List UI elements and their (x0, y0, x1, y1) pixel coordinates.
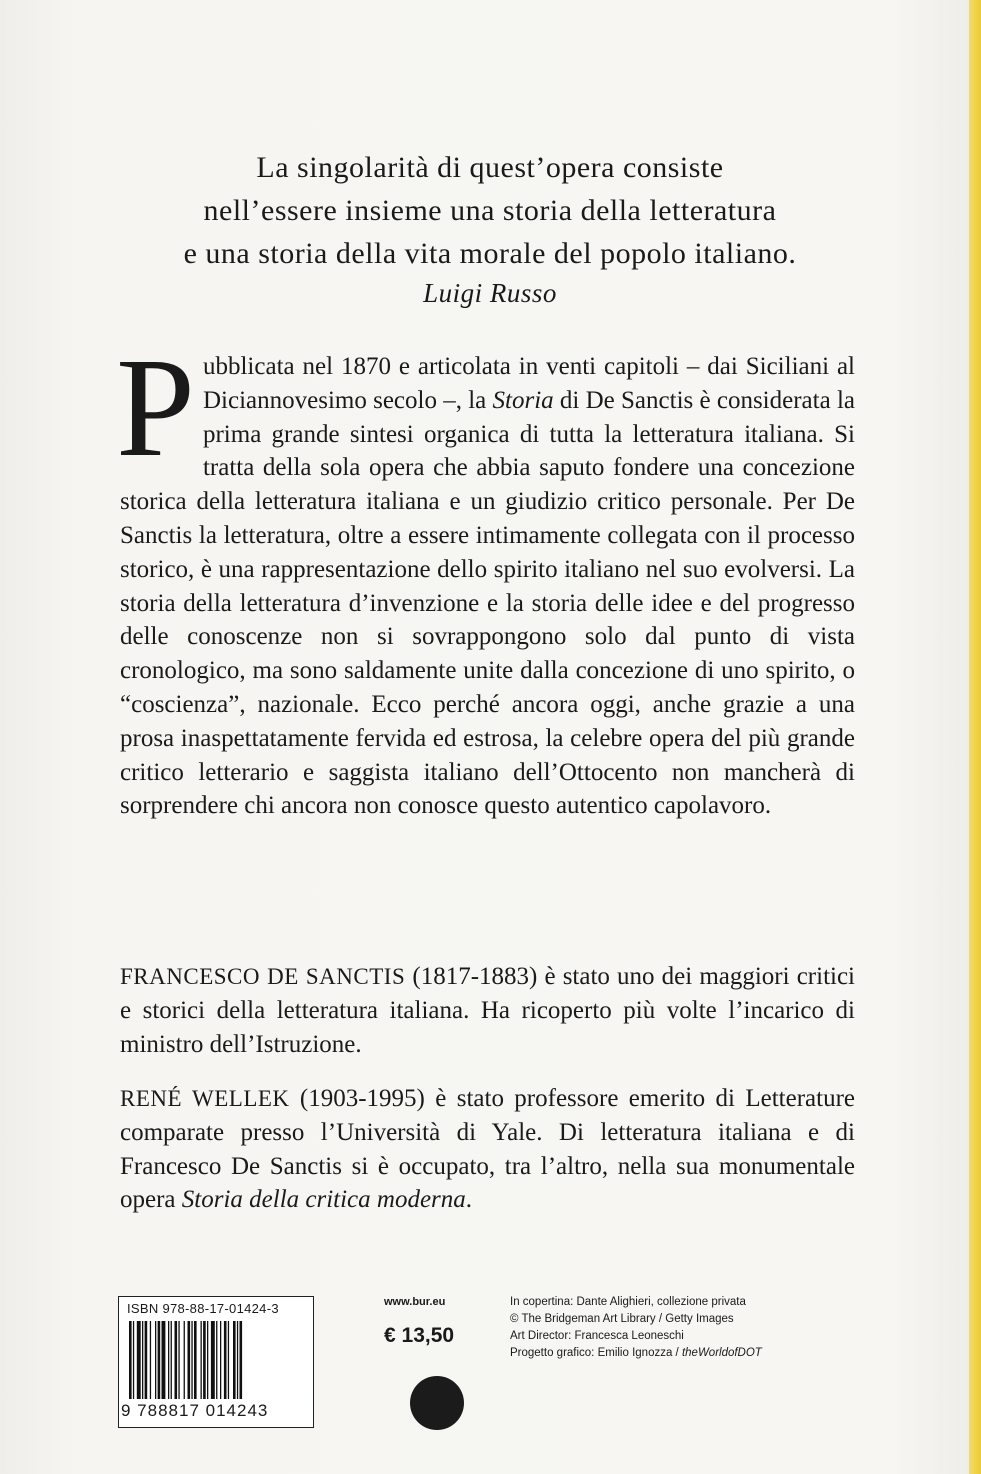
price: € 13,50 (384, 1324, 455, 1347)
cover-credits (510, 1294, 890, 1362)
isbn-barcode (118, 1296, 314, 1428)
credit-line (510, 1345, 890, 1362)
bio-work-italic: Storia della critica moderna (181, 1186, 466, 1214)
quote-line: nell’essere insieme una storia della letteratura (203, 194, 777, 227)
bio-end: . (465, 1186, 473, 1214)
blurb-text-2: di De Sanctis è considerata la prima grande sintesi organica di tutta la letteratura italiana. Si tratta della sola opera che abbia saputo fondere una concezione storica della letteratura italiana e un giudizio critico personale. Per De Sanctis la letteratura, oltre a essere intimamente collegata con il processo storico, è una rappresentazione dello spirito italiano nel suo evolversi. La storia della letteratura d’invenzione e la storia delle idee e del progresso delle conoscenze non si sovrappongono solo dal punto di vista cronologico, ma sono saldamente unite dalla concezione di uno spirito, o “coscienza”, nazionale. Ecco perché ancora oggi, anche grazie a una prosa inaspettatamente fervida ed estrosa, la celebre opera del più grande critico letterario e saggista italiano dell’Ottocento non mancherà di sorprendere chi ancora non conosce questo autentico capolavoro. (120, 386, 855, 820)
credit-line: Art Director: Francesca Leoneschi (510, 1330, 684, 1342)
quote-line: La singolarità di quest’opera consiste (256, 151, 724, 184)
price-block (384, 1296, 494, 1348)
bio-name: FRANCESCO DE SANCTIS (120, 964, 406, 989)
credit-text: Progetto grafico: Emilio Ignozza / (510, 1347, 682, 1359)
bio-de-sanctis (120, 960, 855, 1061)
credit-line: © The Bridgeman Art Library / Getty Images (510, 1313, 734, 1325)
bio-name: RENÉ WELLEK (120, 1086, 290, 1111)
spine-edge (969, 0, 981, 1474)
bio-text: (1903-1995) è stato professore emerito di Letterature comparate presso l’Università di Yale. Di letteratura italiana e di Francesco De Sanctis si è occupato, tra l’altro, nella sua monumentale opera (120, 1085, 856, 1214)
credit-italic: theWorldofDOT (681, 1347, 762, 1359)
barcode-digits: 9 788817 014243 (121, 1401, 269, 1420)
bio-wellek (120, 1082, 855, 1217)
publisher-url: www.bur.eu (384, 1296, 446, 1308)
isbn-label: ISBN 978-88-17-01424-3 (127, 1301, 279, 1316)
blurb-title-italic: Storia (492, 386, 554, 414)
quote-author: Luigi Russo (423, 278, 557, 308)
barcode-bars (129, 1321, 305, 1399)
blurb-text-1: ubblicata nel 1870 e articolata in venti capitoli – dai Siciliani al Diciannovesimo secolo –, la (202, 353, 855, 414)
credit-line: In copertina: Dante Alighieri, collezione privata (510, 1296, 746, 1308)
blurb-paragraph (116, 328, 855, 823)
quote-line: e una storia della vita morale del popolo italiano. (183, 237, 797, 270)
epigraph-quote (120, 146, 860, 311)
bio-text: (1817-1883) è stato uno dei maggiori critici e storici della letteratura italiana. Ha ricoperto più volte l’incarico di ministro dell’Istruzione. (120, 963, 856, 1058)
cover-footer (0, 1290, 969, 1470)
drop-cap: P (116, 328, 195, 486)
publisher-dot-logo (410, 1376, 464, 1430)
